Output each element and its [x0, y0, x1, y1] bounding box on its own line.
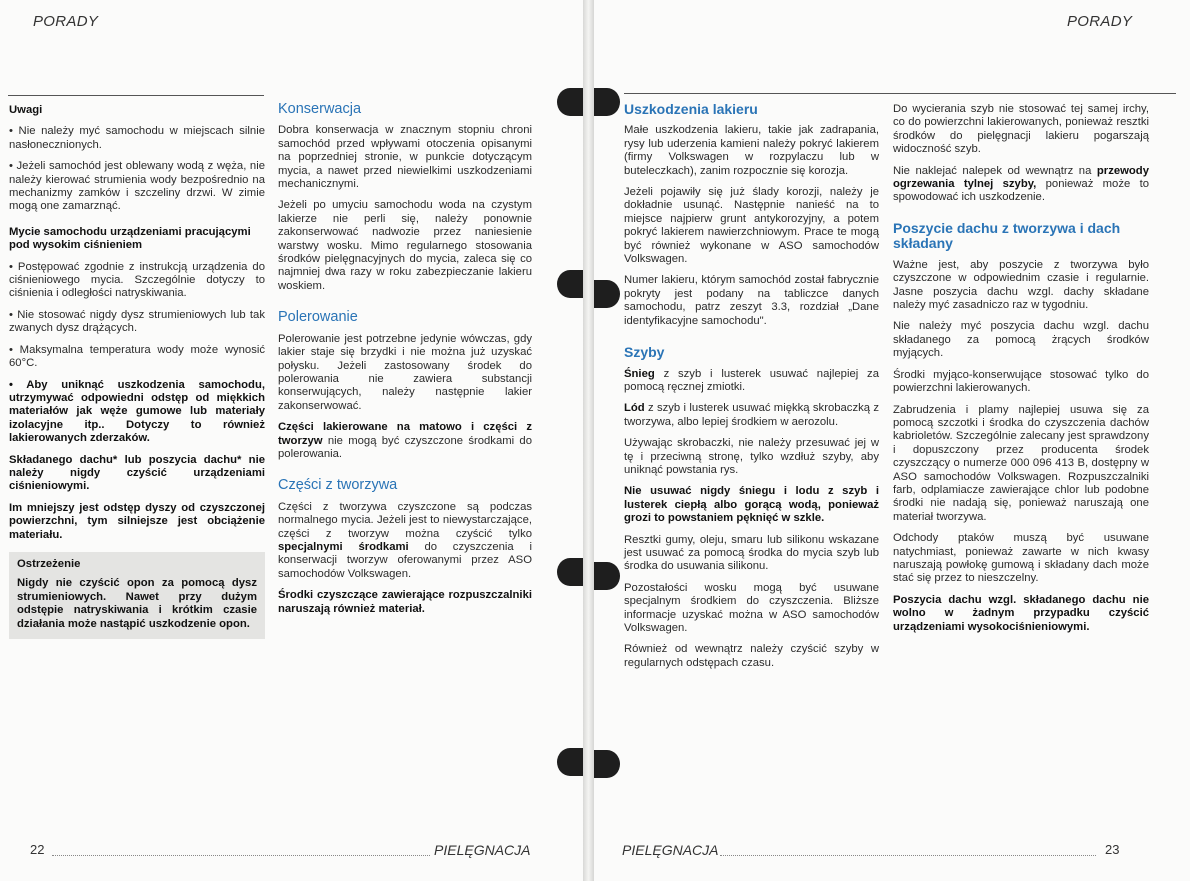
thumb-tab-marker [557, 88, 583, 116]
paragraph: Części lakierowane na matowo i części z tworzyw nie mogą być czyszczone środkami do polerowania. [278, 421, 532, 460]
thumb-tab-marker [594, 750, 620, 778]
section-heading: Poszycie dachu z tworzywa i dach składany [893, 219, 1121, 251]
paragraph-bold: Składanego dachu* lub poszycia dachu* nie należy nigdy czyścić urządzeniami ciśnieniowymi. [9, 453, 265, 493]
paragraph: Jeżeli po umyciu samochodu woda na czystym lakierze nie perli się, należy ponownie zakonserwować nadwozie przez naniesienie warstwy wosku. Mimo regularnego stosowania środków pielęgnacyjnych do mycia, zaleca się co najmniej dwa razy w roku zabezpieczanie lakieru woskiem. [278, 199, 532, 292]
paragraph: Polerowanie jest potrzebne jedynie wówczas, gdy lakier staje się brzydki i nie można już uzyskać połysku. Jeżeli zastosowany środek do polerowania nie zawiera substancji konserwujących, należy następnie lakier zakonserwować. [278, 332, 532, 412]
paragraph: Środki myjąco-konserwujące stosować tylko do powierzchni lakierowanych. [893, 368, 1149, 395]
paragraph: • Jeżeli samochód jest oblewany wodą z węża, nie należy kierować strumienia wody bezpośrednio na mechanizmy zamków i szczeliny drzwi. W zimie mogą one zamarznąć. [9, 160, 265, 213]
paragraph: • Nie należy myć samochodu w miejscach silnie nasłonecznionych. [9, 125, 265, 151]
thumb-tab-marker [557, 270, 583, 298]
footer-section-right: PIELĘGNACJA [622, 842, 719, 858]
paragraph-bold: • Aby uniknąć uszkodzenia samochodu, utrzymywać odpowiedni odstęp od miękkich materiałów jak węże gumowe lub materiały izolacyjne itp.. Dotyczy to również lakierowanych zderzaków. [9, 378, 265, 445]
thumb-tab-marker [557, 558, 583, 586]
top-rule-col1 [8, 95, 264, 96]
paragraph: Resztki gumy, oleju, smaru lub silikonu wskazane jest usuwać za pomocą środka do mycia szyb lub środka do usuwania silikonu. [624, 533, 879, 573]
paragraph: Lód z szyb i lusterek usuwać miękką skrobaczką z tworzywa, albo lepiej środkiem w aerozolu. [624, 402, 879, 428]
warning-box [9, 552, 265, 639]
section-heading: Polerowanie [278, 309, 358, 326]
paragraph: Zabrudzenia i plamy najlepiej usuwa się za pomocą szczotki i środka do czyszczenia dachów kabrioletów. Szczególnie zalecany jest sprawdzony i dopuszczony przez producenta środek czyszczący o numerze 000 096 413 B, dostępny w ASO samochodów Volkswagen. Rozpuszczalniki farb, odplamiacze zawierające chlor lub podobne środki nie nadają się, ponieważ naruszają one materiał tworzywa. [893, 403, 1149, 523]
paragraph-bold: Im mniejszy jest odstęp dyszy od czyszczonej powierzchni, tym silniejsze jest obciążenie materiału. [9, 501, 265, 541]
paragraph-bold: Nie usuwać nigdy śniegu i lodu z szyb i lusterek ciepłą albo gorącą wodą, ponieważ grozi to powstaniem pęknięć w szkle. [624, 485, 879, 525]
footer-dotted-line [52, 855, 430, 856]
paragraph: Pozostałości wosku mogą być usuwane specjalnym środkiem do czyszczenia. Bliższe informacje uzyskać można w ASO samochodów Volkswagen. [624, 581, 879, 634]
top-rule-right [624, 93, 1176, 94]
paragraph: Odchody ptaków muszą być usuwane natychmiast, ponieważ zawarte w nich kwasy naruszają powłokę gumową i składany dach może stać się przez to nieszczelny. [893, 532, 1149, 585]
paragraph: Numer lakieru, którym samochód został fabrycznie pokryty jest podany na tabliczce danych samochodu, patrz zeszyt 3.3, rozdział „Dane identyfikacyjne samochodu". [624, 274, 879, 327]
column-1 [9, 104, 265, 639]
thumb-tab-marker [557, 748, 583, 776]
footer-dotted-line [720, 855, 1096, 856]
thumb-tab-marker [594, 88, 620, 116]
warning-title: Ostrzeżenie [17, 557, 81, 570]
paragraph: • Postępować zgodnie z instrukcją urządzenia do ciśnieniowego mycia. Szczególnie dotyczy to ciśnienia i odległości natryskiwania. [9, 260, 265, 300]
notes-title: Uwagi [9, 104, 43, 116]
paragraph: Do wycierania szyb nie stosować tej samej irchy, co do powierzchni lakierowanych, ponieważ resztki środków do pielęgnacji lakieru pogarszają widoczność szyb. [893, 103, 1149, 156]
section-heading: Szyby [624, 344, 665, 361]
running-head-left: PORADY [33, 13, 99, 30]
footer-section-left: PIELĘGNACJA [434, 842, 531, 858]
paragraph: Małe uszkodzenia lakieru, takie jak zadrapania, rysy lub uderzenia kamieni należy pokryć lakierem (firmy Volkswagen w rozpylaczu lub w buteleczkach), zanim rozpocznie się korozja. [624, 124, 879, 177]
thumb-tab-marker [594, 280, 620, 308]
running-head-right: PORADY [1067, 13, 1133, 30]
book-gutter [583, 0, 594, 881]
column-3 [624, 103, 879, 678]
paragraph: Ważne jest, aby poszycie z tworzywa było czyszczone w odpowiednim czasie i regularnie. Jasne poszycia dachu wzgl. dachy składane należy myć zasadniczo raz w tygodniu. [893, 258, 1149, 312]
paragraph-bold: Poszycia dachu wzgl. składanego dachu nie wolno w żadnym przypadku czyścić urządzeniami wysokociśnieniowymi. [893, 593, 1149, 633]
column-2 [278, 103, 532, 624]
section-heading: Części z tworzywa [278, 477, 398, 494]
paragraph: Również od wewnątrz należy czyścić szyby w regularnych odstępach czasu. [624, 643, 879, 669]
paragraph: • Nie stosować nigdy dysz strumieniowych lub tak zwanych dysz drążących. [9, 308, 265, 335]
paragraph: Nie naklejać nalepek od wewnątrz na przewody ogrzewania tylnej szyby, ponieważ może to spowodować ich uszkodzenie. [893, 164, 1149, 204]
section-heading: Uszkodzenia lakieru [624, 101, 758, 117]
subheading: Mycie samochodu urządzeniami pracującymi pod wysokim ciśnieniem [9, 225, 251, 252]
paragraph: Używając skrobaczki, nie należy przesuwać jej w tę i przeciwną stronę, tylko wzdłuż szyby, aby uniknąć powstania rys. [624, 437, 879, 476]
warning-text: Nigdy nie czyścić opon za pomocą dysz strumieniowych. Nawet przy dużym odstępie natryskiwania i krótkim czasie działania może nastąpić uszkodzenie opon. [17, 577, 257, 630]
paragraph: Śnieg z szyb i lusterek usuwać najlepiej za pomocą ręcznej zmiotki. [624, 367, 879, 393]
paragraph: • Maksymalna temperatura wody może wynosić 60°C. [9, 343, 265, 370]
page-number-right: 23 [1105, 842, 1120, 857]
page-number-left: 22 [30, 842, 45, 857]
paragraph: Jeżeli pojawiły się już ślady korozji, należy je dokładnie usunąć. Następnie nanieść na to miejsce najpierw grunt antykorozyjny, a potem pokryć lakierem nawierzchniowym. Prace te mogą być również wykonane w ASO samochodów Volkswagen. [624, 186, 879, 266]
paragraph: Nie należy myć poszycia dachu wzgl. dachu składanego za pomocą żrących środków myjących. [893, 320, 1149, 360]
paragraph: Dobra konserwacja w znacznym stopniu chroni samochód przed wpływami otoczenia opisanymi na poprzedniej stronie, w punkcie dotyczącym mycia, a nawet przed niewielkimi uszkodzeniami mechanicznymi. [278, 124, 532, 191]
column-4 [893, 103, 1149, 642]
paragraph: Części z tworzywa czyszczone są podczas normalnego mycia. Jeżeli jest to niewystarczające, części z tworzyw można czyścić tylko specjalnymi środkami do czyszczenia i konserwacji tworzyw oferowanymi przez ASO samochodów Volkswagen. [278, 500, 532, 580]
paragraph-bold: Środki czyszczące zawierające rozpuszczalniki naruszają również materiał. [278, 589, 532, 615]
section-heading: Konserwacja [278, 101, 362, 117]
thumb-tab-marker [594, 562, 620, 590]
